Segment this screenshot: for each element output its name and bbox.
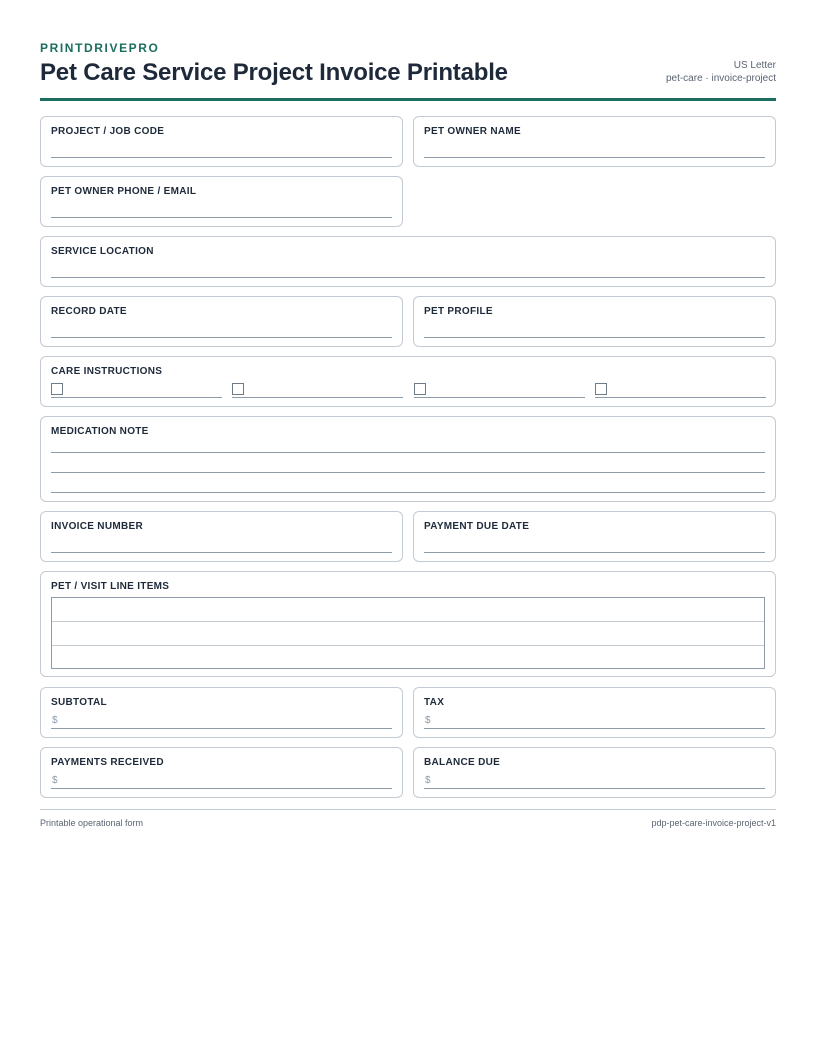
pet-profile-field — [413, 296, 776, 347]
medication-note-field — [40, 416, 776, 502]
tax-input[interactable] — [424, 728, 765, 729]
medication-note-line-1[interactable] — [51, 452, 765, 453]
field-label: BALANCE DUE — [424, 757, 501, 768]
record-date-field — [40, 296, 403, 347]
field-label: SERVICE LOCATION — [51, 246, 154, 257]
pet-owner-name-field — [413, 116, 776, 167]
payments-received-field — [40, 747, 403, 798]
page-title: Pet Care Service Project Invoice Printable — [40, 59, 508, 86]
pet-owner-contact-field — [40, 176, 403, 227]
checkbox[interactable] — [414, 383, 426, 395]
balance-due-field — [413, 747, 776, 798]
field-label: PAYMENT DUE DATE — [424, 521, 530, 532]
line-items-table — [51, 597, 765, 669]
balance-due-input[interactable] — [424, 788, 765, 789]
project-job-code-field — [40, 116, 403, 167]
field-label: RECORD DATE — [51, 306, 127, 317]
care-instruction-item-3[interactable] — [414, 382, 585, 398]
tax-field — [413, 687, 776, 738]
document-header — [40, 40, 776, 101]
care-instructions-field — [40, 356, 776, 407]
field-label: PET OWNER NAME — [424, 126, 521, 137]
medication-note-line-3[interactable] — [51, 492, 765, 493]
pet-profile-input[interactable] — [424, 337, 765, 338]
currency-symbol: $ — [425, 715, 431, 726]
project-job-code-input[interactable] — [51, 157, 392, 158]
medication-note-line-2[interactable] — [51, 472, 765, 473]
pet-owner-name-input[interactable] — [424, 157, 765, 158]
field-label: PET / VISIT LINE ITEMS — [51, 581, 170, 592]
service-location-field — [40, 236, 776, 287]
care-instruction-item-4[interactable] — [595, 382, 766, 398]
table-row-divider — [52, 621, 764, 622]
payment-due-date-field — [413, 511, 776, 562]
currency-symbol: $ — [425, 775, 431, 786]
document-tags: pet-care · invoice-project — [665, 73, 776, 84]
footer-description: Printable operational form — [40, 818, 144, 828]
subtotal-input[interactable] — [51, 728, 392, 729]
paper-size: US Letter — [733, 60, 776, 71]
record-date-input[interactable] — [51, 337, 392, 338]
service-location-input[interactable] — [51, 277, 765, 278]
line-items-field — [40, 571, 776, 677]
invoice-number-field — [40, 511, 403, 562]
field-label: PAYMENTS RECEIVED — [51, 757, 164, 768]
care-instruction-item-1[interactable] — [51, 382, 222, 398]
checkbox[interactable] — [595, 383, 607, 395]
field-label: TAX — [424, 697, 445, 708]
document-meta — [666, 59, 776, 85]
field-label: INVOICE NUMBER — [51, 521, 143, 532]
document-footer — [40, 809, 776, 828]
field-label: PET PROFILE — [424, 306, 493, 317]
form-code: pdp-pet-care-invoice-project-v1 — [651, 818, 776, 828]
brand-name: PRINTDRIVEPRO — [40, 41, 160, 55]
field-label: PROJECT / JOB CODE — [51, 126, 165, 137]
currency-symbol: $ — [52, 775, 58, 786]
payment-due-date-input[interactable] — [424, 552, 765, 553]
invoice-number-input[interactable] — [51, 552, 392, 553]
care-instruction-item-2[interactable] — [232, 382, 403, 398]
field-label: SUBTOTAL — [51, 697, 107, 708]
table-row-divider — [52, 645, 764, 646]
checkbox[interactable] — [232, 383, 244, 395]
field-label: MEDICATION NOTE — [51, 426, 149, 437]
pet-owner-contact-input[interactable] — [51, 217, 392, 218]
subtotal-field — [40, 687, 403, 738]
checkbox[interactable] — [51, 383, 63, 395]
field-label: PET OWNER PHONE / EMAIL — [51, 186, 197, 197]
currency-symbol: $ — [52, 715, 58, 726]
payments-received-input[interactable] — [51, 788, 392, 789]
field-label: CARE INSTRUCTIONS — [51, 366, 163, 377]
